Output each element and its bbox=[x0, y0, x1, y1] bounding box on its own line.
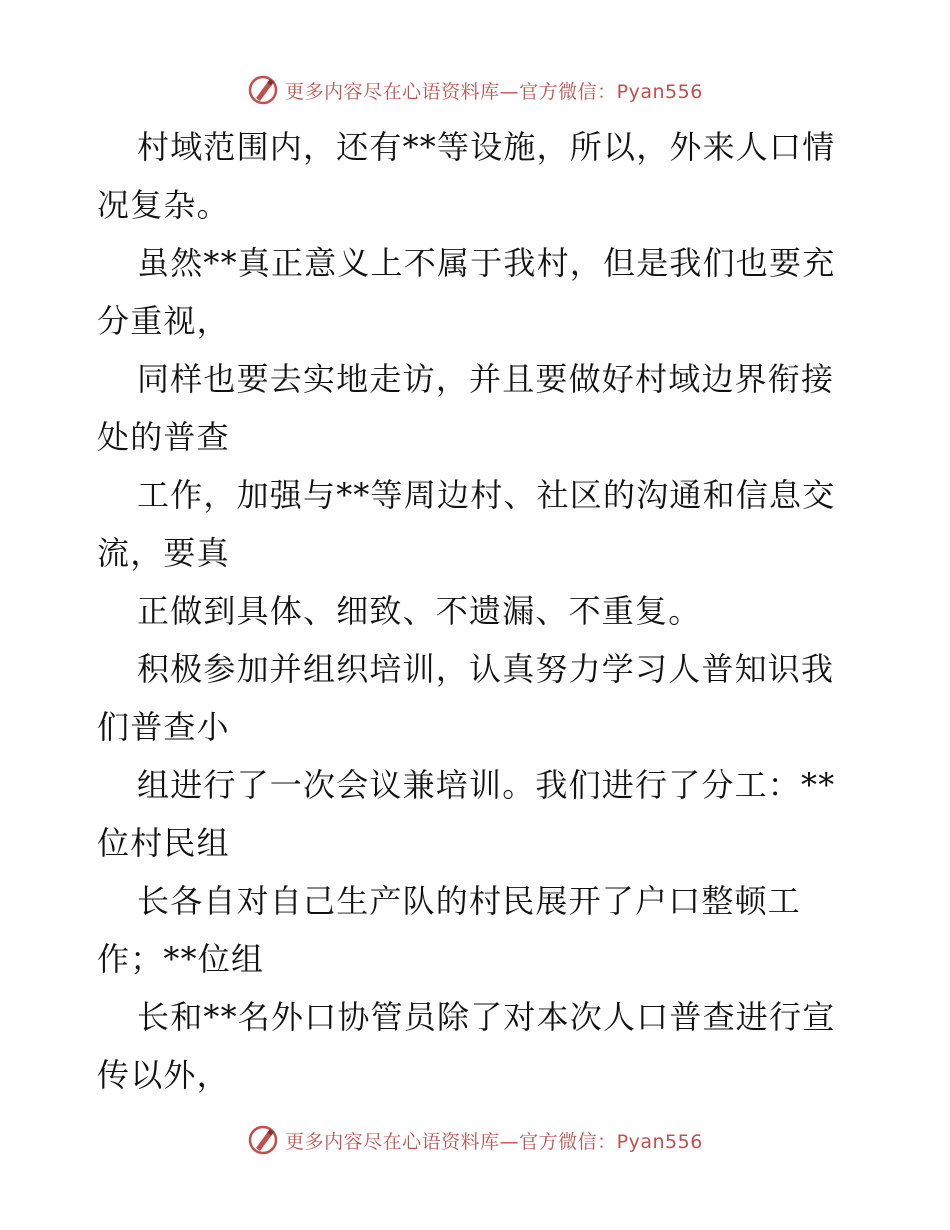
document-body bbox=[97, 118, 857, 1104]
paragraph: 村域范围内，还有**等设施，所以，外来人口情况复杂。 bbox=[97, 128, 836, 224]
paragraph: 正做到具体、细致、不遗漏、不重复。 bbox=[137, 592, 702, 630]
paragraph: 虽然**真正意义上不属于我村，但是我们也要充分重视， bbox=[97, 244, 836, 340]
pen-logo-icon bbox=[247, 74, 279, 106]
paragraph: 工作，加强与**等周边村、社区的沟通和信息交流，要真 bbox=[97, 476, 836, 572]
paragraph: 组进行了一次会议兼培训。我们进行了分工：**位村民组 bbox=[97, 766, 836, 862]
pen-logo-icon bbox=[247, 1124, 279, 1156]
paragraph: 同样也要去实地走访，并且要做好村域边界衔接处的普查 bbox=[97, 360, 835, 456]
footer-watermark bbox=[0, 1120, 950, 1160]
paragraph: 长各自对自己生产队的村民展开了户口整顿工作；**位组 bbox=[97, 882, 802, 978]
paragraph: 长和**名外口协管员除了对本次人口普查进行宣传以外， bbox=[97, 998, 836, 1094]
paragraph: 积极参加并组织培训，认真努力学习人普知识我们普查小 bbox=[97, 650, 835, 746]
header-watermark bbox=[0, 70, 950, 110]
watermark-text: 更多内容尽在心语资料库—官方微信：Pyan556 bbox=[285, 80, 703, 103]
watermark-text: 更多内容尽在心语资料库—官方微信：Pyan556 bbox=[285, 1130, 703, 1153]
